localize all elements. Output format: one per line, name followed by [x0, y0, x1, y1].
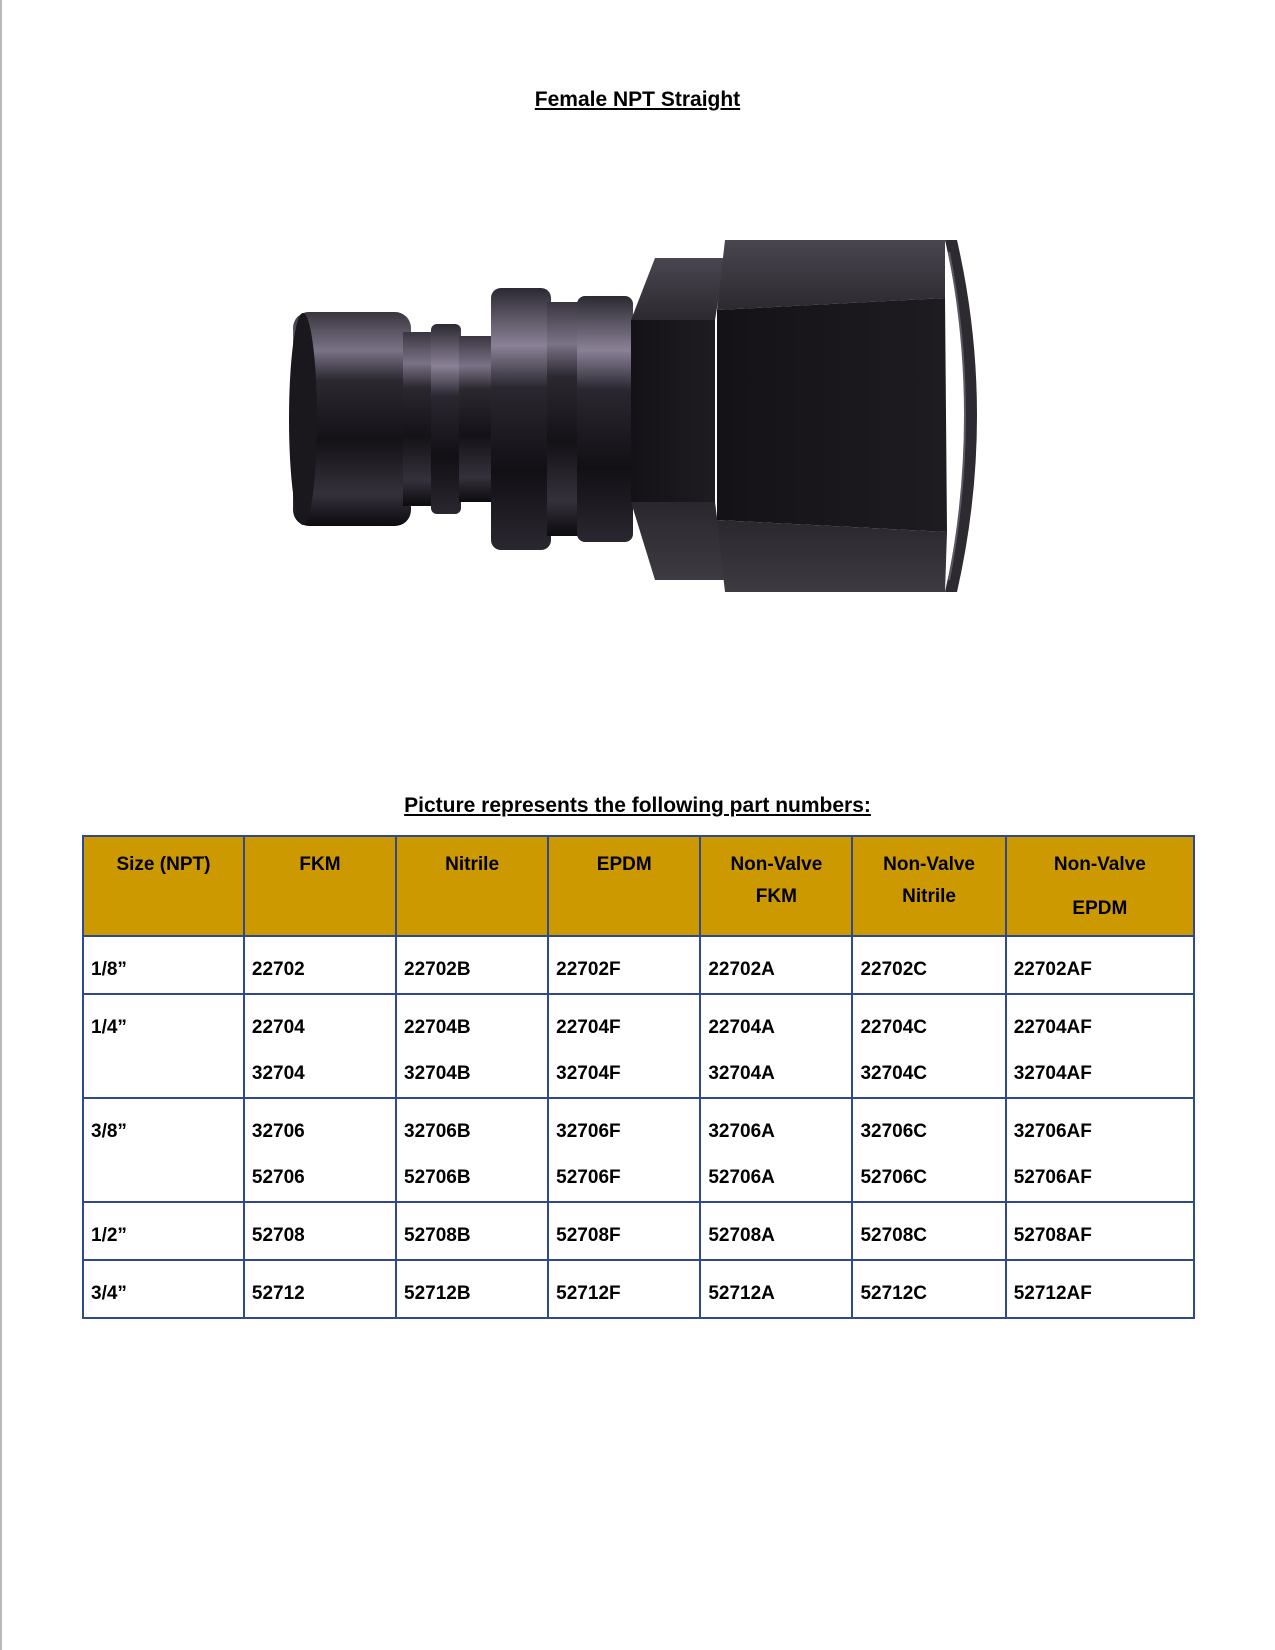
- column-header: [548, 836, 700, 936]
- column-header: [852, 836, 1005, 936]
- part-number-cell: [396, 1098, 548, 1202]
- part-number: 32704AF: [1013, 1063, 1092, 1084]
- column-header-label: Nitrile: [445, 854, 500, 875]
- part-number: 52708A: [708, 1225, 775, 1246]
- part-number-cell: [548, 1260, 700, 1318]
- part-number-cell: [244, 1202, 396, 1260]
- part-number: 32706AF: [1013, 1121, 1092, 1142]
- part-number: 32704A: [708, 1063, 775, 1084]
- part-number: 32706B: [404, 1121, 471, 1142]
- part-number-cell: [1006, 1098, 1194, 1202]
- part-number: 22702A: [708, 959, 775, 980]
- part-number-cell: [548, 1202, 700, 1260]
- table-body: [83, 936, 1194, 1318]
- part-number: 52712A: [708, 1283, 775, 1304]
- column-header-label: Non-Valve: [1053, 854, 1146, 875]
- part-number: 52708AF: [1013, 1225, 1092, 1246]
- table-row: [83, 936, 1194, 994]
- part-number: 22704F: [556, 1017, 621, 1038]
- table-row: [83, 994, 1194, 1098]
- part-number-cell: [852, 1202, 1005, 1260]
- part-number-cell: [852, 1098, 1005, 1202]
- part-number-cell: [548, 994, 700, 1098]
- part-number: 22702F: [556, 959, 621, 980]
- page-title: Female NPT Straight: [534, 88, 741, 111]
- part-number: 52708B: [404, 1225, 471, 1246]
- part-number-cell: [548, 1098, 700, 1202]
- size-value: 3/4”: [91, 1283, 127, 1304]
- part-number: 52708C: [860, 1225, 928, 1246]
- part-number: 52706F: [556, 1167, 621, 1188]
- part-number-cell: [244, 994, 396, 1098]
- part-number: 52706: [251, 1167, 305, 1188]
- part-number: 52708: [251, 1225, 305, 1246]
- size-value: 1/2”: [91, 1225, 127, 1246]
- size-cell: [83, 936, 244, 994]
- part-number-cell: [700, 1202, 852, 1260]
- part-number: 52706C: [860, 1167, 928, 1188]
- part-number: 32704B: [404, 1063, 471, 1084]
- part-number: 52712F: [556, 1283, 621, 1304]
- column-header-label: EPDM: [1072, 898, 1128, 919]
- part-number: 52712: [251, 1283, 305, 1304]
- part-number-cell: [700, 994, 852, 1098]
- part-number-cell: [1006, 1202, 1194, 1260]
- part-number-cell: [244, 936, 396, 994]
- part-number: 52706A: [708, 1167, 775, 1188]
- column-header: [244, 836, 396, 936]
- table-row: [83, 1098, 1194, 1202]
- part-number: 22704B: [404, 1017, 471, 1038]
- part-number: 22702C: [860, 959, 928, 980]
- part-number: 32704C: [860, 1063, 928, 1084]
- part-number-cell: [396, 994, 548, 1098]
- column-header-label: Non-Valve: [730, 854, 823, 875]
- part-number: 32704F: [556, 1063, 621, 1084]
- part-number-cell: [852, 1260, 1005, 1318]
- size-cell: [83, 1260, 244, 1318]
- part-number: 52708F: [556, 1225, 621, 1246]
- part-number: 32704: [251, 1063, 305, 1084]
- part-number: 22704C: [860, 1017, 928, 1038]
- part-number-cell: [700, 1260, 852, 1318]
- part-number-cell: [700, 1098, 852, 1202]
- part-number: 52712C: [860, 1283, 928, 1304]
- part-number-cell: [1006, 994, 1194, 1098]
- part-number-cell: [852, 936, 1005, 994]
- column-header-label: Nitrile: [902, 886, 956, 907]
- table-header-row: [83, 836, 1194, 936]
- part-number-cell: [1006, 1260, 1194, 1318]
- part-number-cell: [396, 1202, 548, 1260]
- column-header-label: Non-Valve: [883, 854, 975, 875]
- part-number: 32706: [251, 1121, 305, 1142]
- column-header: [1006, 836, 1194, 936]
- column-header: [83, 836, 244, 936]
- column-header: [700, 836, 852, 936]
- page-left-edge: [0, 0, 2, 1650]
- part-number-cell: [396, 936, 548, 994]
- column-header-label: FKM: [299, 854, 341, 875]
- part-number-cell: [244, 1260, 396, 1318]
- part-number: 32706A: [708, 1121, 775, 1142]
- part-number: 52706B: [404, 1167, 471, 1188]
- part-number: 52712B: [404, 1283, 471, 1304]
- part-number: 32706C: [860, 1121, 928, 1142]
- table-row: [83, 1260, 1194, 1318]
- size-cell: [83, 1098, 244, 1202]
- size-cell: [83, 1202, 244, 1260]
- column-header-label: EPDM: [596, 854, 652, 875]
- size-value: 1/4”: [91, 1017, 127, 1038]
- part-number: 22702B: [404, 959, 471, 980]
- part-number-cell: [1006, 936, 1194, 994]
- part-number: 32706F: [556, 1121, 621, 1142]
- part-number-cell: [396, 1260, 548, 1318]
- part-number: 52712AF: [1013, 1283, 1092, 1304]
- part-numbers-table: [82, 835, 1195, 1319]
- part-number-cell: [548, 936, 700, 994]
- table-caption: Picture represents the following part numbers:: [404, 794, 871, 817]
- part-number: 22704AF: [1013, 1017, 1092, 1038]
- table-row: [83, 1202, 1194, 1260]
- part-number-cell: [700, 936, 852, 994]
- size-cell: [83, 994, 244, 1098]
- column-header-label: Size (NPT): [116, 854, 211, 875]
- size-value: 1/8”: [91, 959, 127, 980]
- part-number-cell: [244, 1098, 396, 1202]
- part-number: 22702AF: [1013, 959, 1092, 980]
- part-number-cell: [852, 994, 1005, 1098]
- column-header-label: FKM: [755, 886, 797, 907]
- part-number: 22702: [251, 959, 305, 980]
- part-number: 22704: [251, 1017, 305, 1038]
- coupling-plug-photo: [285, 240, 1005, 630]
- part-number: 52706AF: [1013, 1167, 1092, 1188]
- column-header: [396, 836, 548, 936]
- part-number: 22704A: [708, 1017, 775, 1038]
- size-value: 3/8”: [91, 1121, 127, 1142]
